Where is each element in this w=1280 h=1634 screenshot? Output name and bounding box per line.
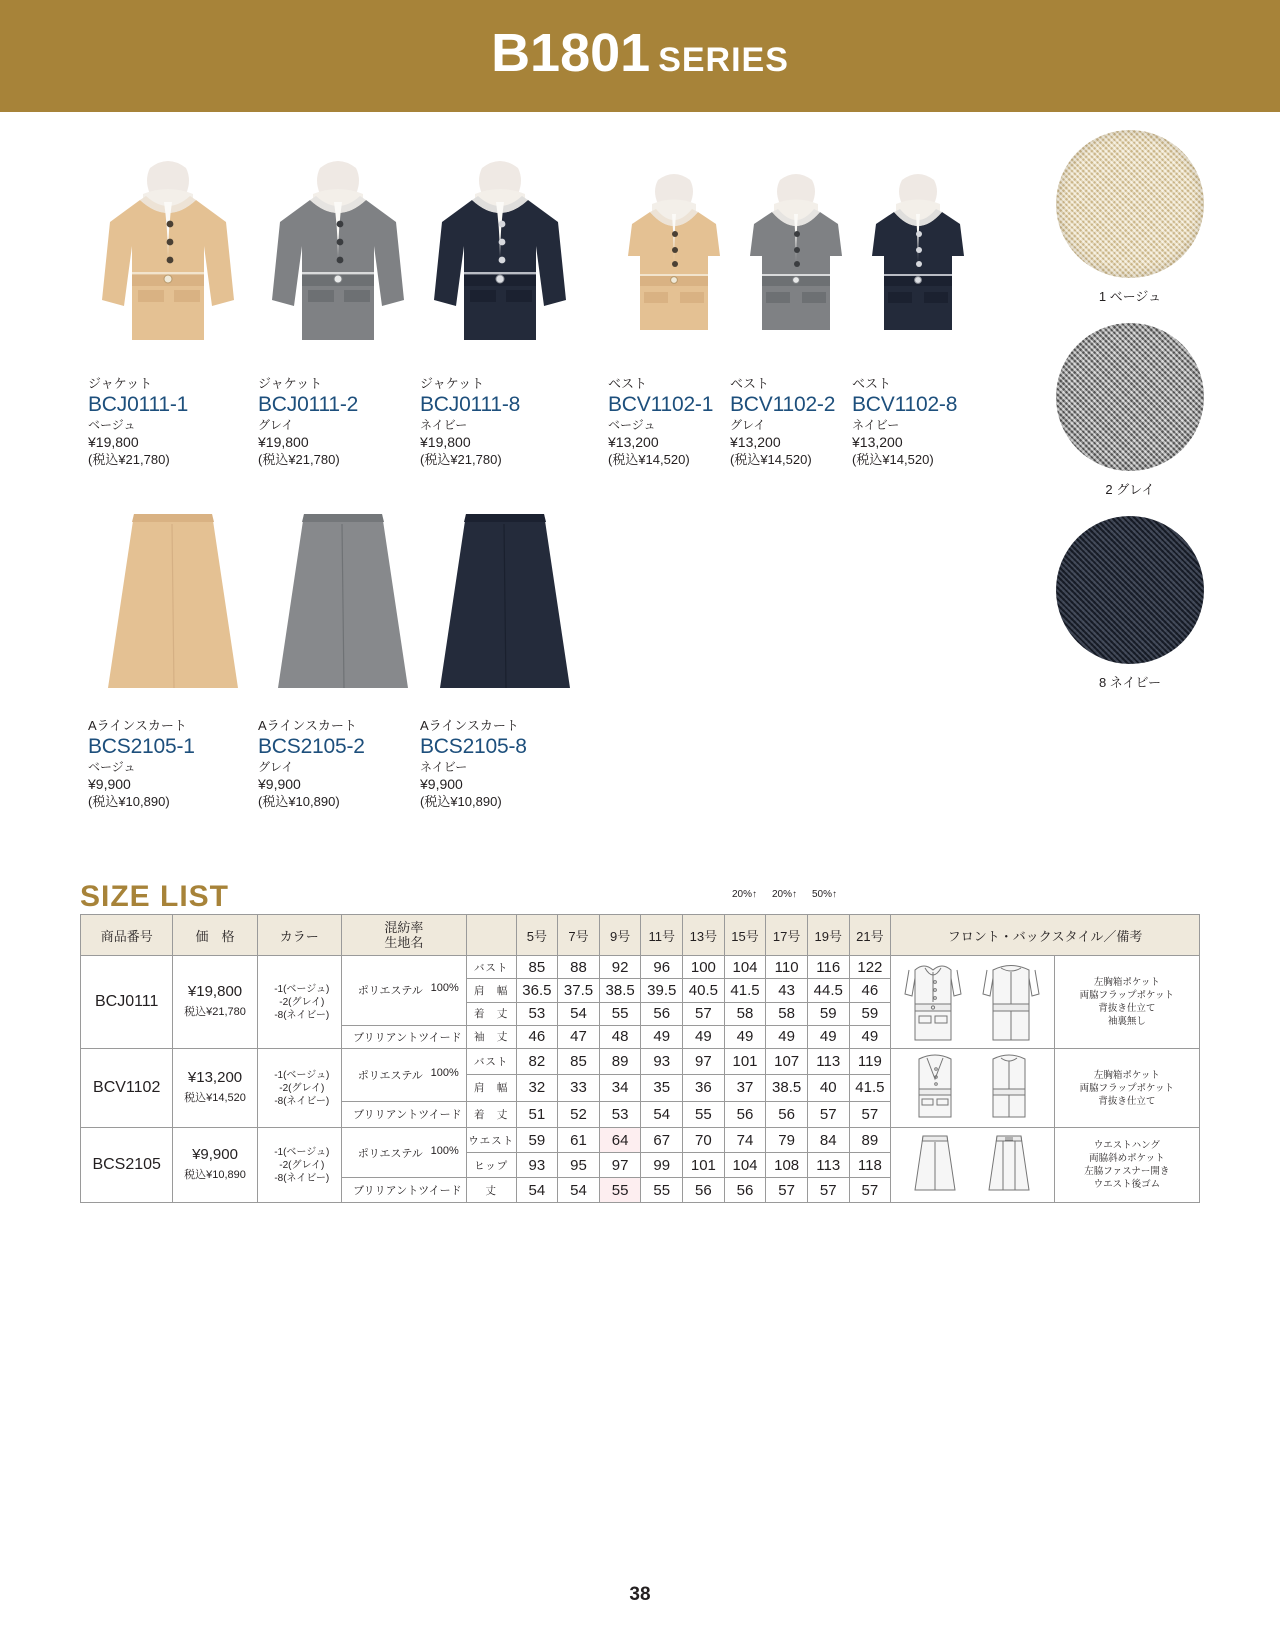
measure-value: 54 bbox=[558, 1002, 600, 1025]
product-caption bbox=[88, 376, 248, 468]
swatch-navy[interactable] bbox=[1056, 516, 1204, 691]
measure-name: ウエスト bbox=[466, 1128, 516, 1153]
product-type: Aラインスカート bbox=[420, 718, 519, 733]
measure-value: 57 bbox=[683, 1002, 725, 1025]
row-color-8: -8(ネイビー) bbox=[274, 1172, 330, 1184]
product-price-tax: (税込¥21,780) bbox=[258, 452, 340, 467]
product-type: ベスト bbox=[608, 376, 648, 391]
product-caption bbox=[88, 718, 258, 810]
product-card-BCJ0111-8[interactable] bbox=[420, 150, 580, 468]
measure-name: 着 丈 bbox=[466, 1002, 516, 1025]
measure-value: 55 bbox=[599, 1002, 641, 1025]
product-price: ¥19,800 bbox=[258, 434, 309, 450]
measure-value: 49 bbox=[849, 1025, 891, 1048]
remark-line: 袖裏無し bbox=[1107, 1016, 1146, 1027]
row-remark bbox=[1054, 1128, 1199, 1203]
row-remark bbox=[1054, 1049, 1199, 1128]
measure-value: 55 bbox=[599, 1178, 641, 1203]
measure-value: 101 bbox=[683, 1153, 725, 1178]
row-color-1: -1(ベージュ) bbox=[274, 983, 330, 995]
row-fabric-1 bbox=[341, 1049, 466, 1102]
product-card-BCS2105-1[interactable] bbox=[88, 502, 258, 810]
measure-value: 107 bbox=[766, 1049, 808, 1075]
measure-value: 56 bbox=[641, 1002, 683, 1025]
product-price-tax: (税込¥21,780) bbox=[88, 452, 170, 467]
measure-value: 36 bbox=[683, 1075, 725, 1101]
measure-value: 51 bbox=[516, 1101, 558, 1127]
product-type: ジャケット bbox=[258, 376, 323, 391]
product-code: BCJ0111-2 bbox=[258, 393, 359, 416]
measure-value: 49 bbox=[641, 1025, 683, 1048]
product-color: ネイビー bbox=[420, 418, 468, 432]
product-image-jacket-gray bbox=[258, 150, 418, 370]
measure-value: 46 bbox=[849, 979, 891, 1002]
row-price-tax: 税込¥14,520 bbox=[184, 1092, 246, 1104]
table-header bbox=[81, 915, 1200, 956]
measure-value: 82 bbox=[516, 1049, 558, 1075]
fabric-pct: 100% bbox=[430, 982, 459, 995]
measure-value: 61 bbox=[558, 1128, 600, 1153]
th-price: 価 格 bbox=[173, 915, 257, 956]
stretch-note-3: 50%↑ bbox=[812, 889, 838, 900]
product-price: ¥9,900 bbox=[420, 776, 463, 792]
product-card-BCJ0111-1[interactable] bbox=[88, 150, 248, 468]
remark-line: 両脇斜めポケット bbox=[1089, 1153, 1165, 1164]
th-code: 商品番号 bbox=[81, 915, 173, 956]
measure-value: 58 bbox=[724, 1002, 766, 1025]
product-type: Aラインスカート bbox=[88, 718, 187, 733]
product-color: ネイビー bbox=[852, 418, 900, 432]
row-colors bbox=[257, 956, 341, 1049]
row-price bbox=[173, 1049, 257, 1128]
row-color-2: -2(グレイ) bbox=[279, 1082, 325, 1094]
th-fabric: 混紡率 生地名 bbox=[341, 915, 466, 956]
row-style-illustration-skirt bbox=[891, 1128, 1054, 1203]
measure-value: 54 bbox=[516, 1178, 558, 1203]
measure-value: 59 bbox=[849, 1002, 891, 1025]
product-caption bbox=[852, 376, 992, 468]
row-price-tax: 税込¥21,780 bbox=[184, 1006, 246, 1018]
product-image-vest-gray bbox=[730, 170, 870, 370]
product-image-vest-beige bbox=[608, 170, 748, 370]
stretch-note-1: 20%↑ bbox=[732, 889, 758, 900]
product-card-BCJ0111-2[interactable] bbox=[258, 150, 418, 468]
product-code: BCS2105-2 bbox=[258, 735, 365, 758]
product-card-BCV1102-1[interactable] bbox=[608, 170, 748, 468]
product-color: ネイビー bbox=[420, 760, 468, 774]
product-code: BCJ0111-1 bbox=[88, 393, 189, 416]
measure-value: 49 bbox=[807, 1025, 849, 1048]
table-row bbox=[81, 1049, 1200, 1075]
measure-value: 93 bbox=[641, 1049, 683, 1075]
measure-value: 57 bbox=[807, 1178, 849, 1203]
th-size-17: 17号 bbox=[766, 915, 808, 956]
row-price-value: ¥13,200 bbox=[187, 1069, 243, 1086]
measure-value: 88 bbox=[558, 956, 600, 979]
product-color: ベージュ bbox=[608, 418, 656, 432]
remark-line: 左脇ファスナー開き bbox=[1084, 1166, 1170, 1177]
measure-value: 53 bbox=[516, 1002, 558, 1025]
product-color: ベージュ bbox=[88, 760, 136, 774]
product-type: ジャケット bbox=[88, 376, 153, 391]
measure-value: 64 bbox=[599, 1128, 641, 1153]
measure-value: 122 bbox=[849, 956, 891, 979]
measure-value: 89 bbox=[599, 1049, 641, 1075]
th-color: カラー bbox=[257, 915, 341, 956]
product-code: BCS2105-1 bbox=[88, 735, 195, 758]
measure-value: 49 bbox=[766, 1025, 808, 1048]
swatch-beige[interactable] bbox=[1056, 130, 1204, 305]
measure-value: 49 bbox=[683, 1025, 725, 1048]
page-number: 38 bbox=[629, 1584, 651, 1605]
row-fabric-2: ブリリアントツイード bbox=[341, 1178, 466, 1203]
measure-value: 110 bbox=[766, 956, 808, 979]
product-card-BCS2105-2[interactable] bbox=[258, 502, 428, 810]
measure-name: バスト bbox=[466, 956, 516, 979]
measure-value: 97 bbox=[683, 1049, 725, 1075]
measure-value: 101 bbox=[724, 1049, 766, 1075]
measure-value: 85 bbox=[516, 956, 558, 979]
measure-name: 丈 bbox=[466, 1178, 516, 1203]
product-price: ¥9,900 bbox=[258, 776, 301, 792]
measure-value: 41.5 bbox=[724, 979, 766, 1002]
row-color-1: -1(ベージュ) bbox=[274, 1146, 330, 1158]
measure-value: 99 bbox=[641, 1153, 683, 1178]
product-price: ¥19,800 bbox=[88, 434, 139, 450]
row-price bbox=[173, 956, 257, 1049]
product-caption bbox=[420, 376, 580, 468]
measure-value: 49 bbox=[724, 1025, 766, 1048]
measure-value: 52 bbox=[558, 1101, 600, 1127]
remark-line: 背抜き仕立て bbox=[1098, 1003, 1156, 1014]
measure-value: 56 bbox=[724, 1101, 766, 1127]
measure-value: 85 bbox=[558, 1049, 600, 1075]
swatch-label: 8 ネイビー bbox=[1098, 675, 1162, 690]
measure-value: 40 bbox=[807, 1075, 849, 1101]
row-price-tax: 税込¥10,890 bbox=[184, 1169, 246, 1181]
measure-value: 37.5 bbox=[558, 979, 600, 1002]
measure-value: 36.5 bbox=[516, 979, 558, 1002]
page-header bbox=[0, 0, 1280, 112]
measure-value: 56 bbox=[724, 1178, 766, 1203]
measure-name: 肩 幅 bbox=[466, 979, 516, 1002]
product-color: グレイ bbox=[730, 418, 766, 432]
measure-value: 41.5 bbox=[849, 1075, 891, 1101]
remark-line: 両脇フラップポケット bbox=[1079, 990, 1174, 1001]
product-price-tax: (税込¥10,890) bbox=[88, 794, 170, 809]
measure-value: 100 bbox=[683, 956, 725, 979]
product-price: ¥13,200 bbox=[608, 434, 659, 450]
row-fabric-1 bbox=[341, 956, 466, 1026]
product-price: ¥19,800 bbox=[420, 434, 471, 450]
measure-value: 59 bbox=[807, 1002, 849, 1025]
fabric-name: ポリエステル bbox=[357, 985, 423, 998]
row-style-illustration-jacket bbox=[891, 956, 1054, 1049]
product-code: BCV1102-2 bbox=[730, 393, 836, 416]
measure-value: 35 bbox=[641, 1075, 683, 1101]
product-code: BCS2105-8 bbox=[420, 735, 527, 758]
measure-value: 43 bbox=[766, 979, 808, 1002]
measure-value: 56 bbox=[683, 1178, 725, 1203]
row-price-value: ¥9,900 bbox=[192, 1146, 238, 1163]
product-price: ¥13,200 bbox=[852, 434, 903, 450]
measure-value: 89 bbox=[849, 1128, 891, 1153]
measure-value: 40.5 bbox=[683, 979, 725, 1002]
th-size-19: 19号 bbox=[807, 915, 849, 956]
measure-name: 肩 幅 bbox=[466, 1075, 516, 1101]
row-code: BCS2105 bbox=[81, 1128, 173, 1203]
row-code: BCJ0111 bbox=[81, 956, 173, 1049]
size-list-title: SIZE LIST bbox=[80, 880, 230, 913]
th-size-15: 15号 bbox=[724, 915, 766, 956]
measure-name: バスト bbox=[466, 1049, 516, 1075]
product-code: BCV1102-1 bbox=[608, 393, 714, 416]
measure-value: 104 bbox=[724, 1153, 766, 1178]
fabric-name: ポリエステル bbox=[357, 1147, 423, 1160]
measure-value: 113 bbox=[807, 1153, 849, 1178]
product-price-tax: (税込¥10,890) bbox=[258, 794, 340, 809]
row-price bbox=[173, 1128, 257, 1203]
th-size-9: 9号 bbox=[599, 915, 641, 956]
size-list-table bbox=[80, 914, 1200, 1203]
measure-value: 46 bbox=[516, 1025, 558, 1048]
measure-name: 着 丈 bbox=[466, 1101, 516, 1127]
measure-value: 57 bbox=[849, 1101, 891, 1127]
row-remark bbox=[1054, 956, 1199, 1049]
measure-value: 95 bbox=[558, 1153, 600, 1178]
product-caption bbox=[420, 718, 590, 810]
swatch-label: 2 グレイ bbox=[1105, 482, 1155, 497]
product-type: Aラインスカート bbox=[258, 718, 357, 733]
product-caption bbox=[730, 376, 870, 468]
product-price-tax: (税込¥14,520) bbox=[608, 452, 690, 467]
product-price: ¥13,200 bbox=[730, 434, 781, 450]
measure-value: 38.5 bbox=[599, 979, 641, 1002]
product-price-tax: (税込¥14,520) bbox=[730, 452, 812, 467]
swatch-disc-navy bbox=[1056, 516, 1204, 664]
table-row bbox=[81, 956, 1200, 979]
product-color: グレイ bbox=[258, 418, 294, 432]
measure-value: 56 bbox=[766, 1101, 808, 1127]
measure-value: 70 bbox=[683, 1128, 725, 1153]
measure-value: 33 bbox=[558, 1075, 600, 1101]
measure-value: 34 bbox=[599, 1075, 641, 1101]
th-style: フロント・バックスタイル／備考 bbox=[891, 915, 1200, 956]
product-price-tax: (税込¥10,890) bbox=[420, 794, 502, 809]
series-word: SERIES bbox=[658, 40, 789, 79]
measure-value: 57 bbox=[766, 1178, 808, 1203]
row-price-value: ¥19,800 bbox=[187, 983, 243, 1000]
product-price-tax: (税込¥14,520) bbox=[852, 452, 934, 467]
stretch-note-2: 20%↑ bbox=[772, 889, 798, 900]
measure-value: 38.5 bbox=[766, 1075, 808, 1101]
table-body bbox=[81, 956, 1200, 1203]
remark-line: 左胸箱ポケット bbox=[1093, 1069, 1160, 1081]
product-card-BCV1102-2[interactable] bbox=[730, 170, 870, 468]
product-code: BCJ0111-8 bbox=[420, 393, 521, 416]
swatch-label: 1 ベージュ bbox=[1098, 289, 1162, 304]
series-code: B1801 bbox=[491, 22, 651, 83]
th-size-11: 11号 bbox=[641, 915, 683, 956]
th-item bbox=[466, 915, 516, 956]
product-price-tax: (税込¥21,780) bbox=[420, 452, 502, 467]
fabric-pct: 100% bbox=[430, 1066, 459, 1079]
remark-line: 背抜き仕立て bbox=[1098, 1095, 1156, 1107]
product-type: ジャケット bbox=[420, 376, 485, 391]
row-style-illustration-vest bbox=[891, 1049, 1054, 1128]
measure-value: 55 bbox=[641, 1178, 683, 1203]
product-image-skirt-beige bbox=[88, 502, 258, 712]
measure-value: 58 bbox=[766, 1002, 808, 1025]
product-image-skirt-navy bbox=[420, 502, 590, 712]
th-size-13: 13号 bbox=[683, 915, 725, 956]
measure-value: 48 bbox=[599, 1025, 641, 1048]
measure-value: 104 bbox=[724, 956, 766, 979]
measure-value: 118 bbox=[849, 1153, 891, 1178]
row-colors bbox=[257, 1128, 341, 1203]
measure-value: 57 bbox=[807, 1101, 849, 1127]
page-title bbox=[491, 22, 789, 87]
remark-line: ウエスト後ゴム bbox=[1093, 1179, 1161, 1190]
swatch-disc-beige bbox=[1056, 130, 1204, 278]
row-fabric-2: ブリリアントツイード bbox=[341, 1101, 466, 1127]
measure-value: 79 bbox=[766, 1128, 808, 1153]
measure-value: 96 bbox=[641, 956, 683, 979]
measure-value: 74 bbox=[724, 1128, 766, 1153]
remark-line: 左胸箱ポケット bbox=[1093, 977, 1160, 988]
th-size-7: 7号 bbox=[558, 915, 600, 956]
measure-value: 37 bbox=[724, 1075, 766, 1101]
measure-value: 113 bbox=[807, 1049, 849, 1075]
measure-value: 119 bbox=[849, 1049, 891, 1075]
product-card-BCV1102-8[interactable] bbox=[852, 170, 992, 468]
th-size-21: 21号 bbox=[849, 915, 891, 956]
product-type: ベスト bbox=[852, 376, 892, 391]
measure-value: 59 bbox=[516, 1128, 558, 1153]
product-code: BCV1102-8 bbox=[852, 393, 958, 416]
row-color-1: -1(ベージュ) bbox=[274, 1069, 330, 1081]
table-header-row bbox=[81, 915, 1200, 956]
product-card-BCS2105-8[interactable] bbox=[420, 502, 590, 810]
measure-value: 32 bbox=[516, 1075, 558, 1101]
th-size-5: 5号 bbox=[516, 915, 558, 956]
swatch-gray[interactable] bbox=[1056, 323, 1204, 498]
product-price: ¥9,900 bbox=[88, 776, 131, 792]
table-row bbox=[81, 1128, 1200, 1153]
measure-value: 108 bbox=[766, 1153, 808, 1178]
measure-value: 54 bbox=[641, 1101, 683, 1127]
measure-name: 袖 丈 bbox=[466, 1025, 516, 1048]
measure-value: 54 bbox=[558, 1178, 600, 1203]
measure-value: 97 bbox=[599, 1153, 641, 1178]
row-colors bbox=[257, 1049, 341, 1128]
remark-line: 両脇フラップポケット bbox=[1079, 1082, 1174, 1094]
swatch-disc-gray bbox=[1056, 323, 1204, 471]
measure-value: 57 bbox=[849, 1178, 891, 1203]
row-color-8: -8(ネイビー) bbox=[274, 1009, 330, 1021]
product-caption bbox=[258, 718, 428, 810]
row-color-2: -2(グレイ) bbox=[279, 996, 325, 1008]
measure-value: 39.5 bbox=[641, 979, 683, 1002]
measure-value: 92 bbox=[599, 956, 641, 979]
measure-value: 116 bbox=[807, 956, 849, 979]
measure-value: 44.5 bbox=[807, 979, 849, 1002]
row-fabric-2: ブリリアントツイード bbox=[341, 1025, 466, 1048]
fabric-name: ポリエステル bbox=[357, 1069, 423, 1082]
row-code: BCV1102 bbox=[81, 1049, 173, 1128]
row-color-8: -8(ネイビー) bbox=[274, 1095, 330, 1107]
fabric-pct: 100% bbox=[430, 1144, 459, 1157]
product-type: ベスト bbox=[730, 376, 770, 391]
product-image-jacket-navy bbox=[420, 150, 580, 370]
product-caption bbox=[608, 376, 748, 468]
row-fabric-1 bbox=[341, 1128, 466, 1178]
product-image-skirt-gray bbox=[258, 502, 428, 712]
fabric-swatch-list bbox=[1056, 130, 1216, 709]
measure-name: ヒップ bbox=[466, 1153, 516, 1178]
remark-line: ウエストハング bbox=[1093, 1140, 1160, 1151]
measure-value: 93 bbox=[516, 1153, 558, 1178]
measure-value: 67 bbox=[641, 1128, 683, 1153]
product-image-vest-navy bbox=[852, 170, 992, 370]
measure-value: 47 bbox=[558, 1025, 600, 1048]
product-image-jacket-beige bbox=[88, 150, 248, 370]
product-caption bbox=[258, 376, 418, 468]
measure-value: 55 bbox=[683, 1101, 725, 1127]
measure-value: 84 bbox=[807, 1128, 849, 1153]
product-color: グレイ bbox=[258, 760, 294, 774]
product-color: ベージュ bbox=[88, 418, 136, 432]
row-color-2: -2(グレイ) bbox=[279, 1159, 325, 1171]
measure-value: 53 bbox=[599, 1101, 641, 1127]
